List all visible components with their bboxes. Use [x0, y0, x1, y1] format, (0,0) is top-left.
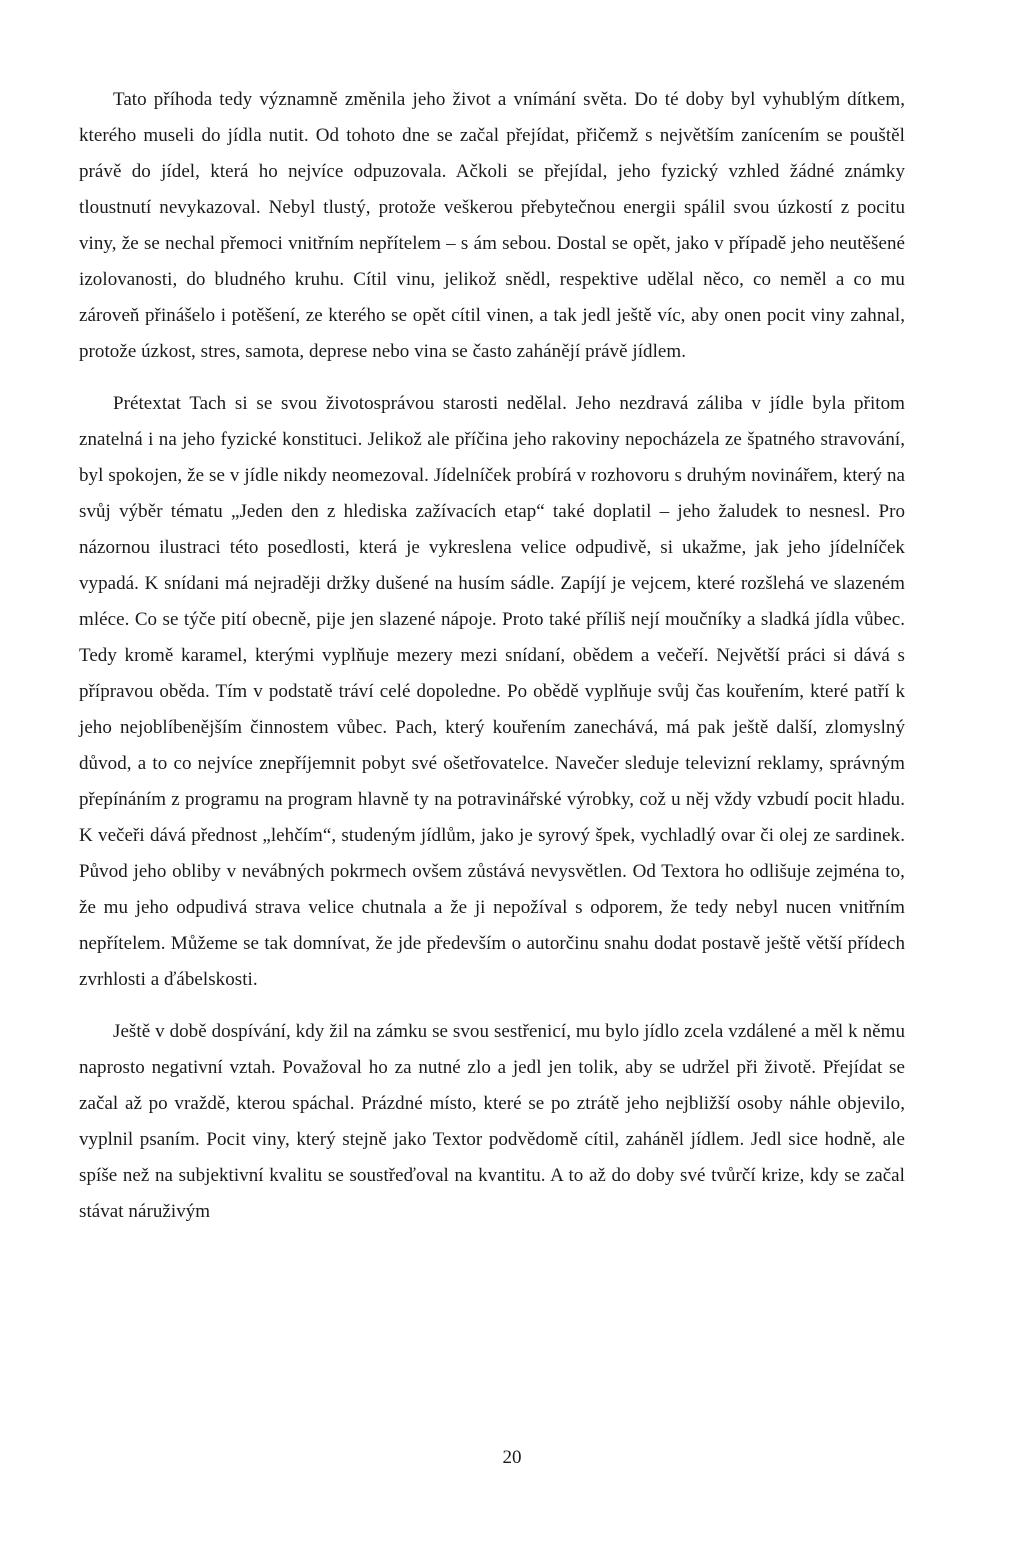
- paragraph-1: Tato příhoda tedy významně změnila jeho život a vnímání světa. Do té doby byl vyhublým dítkem, kterého museli do jídla nutit. Od tohoto dne se začal přejídat, přičemž s největším zanícením se pouštěl právě do jídel, která ho nejvíce odpuzovala. Ačkoli se přejídal, jeho fyzický vzhled žádné známky tloustnutí nevykazoval. Nebyl tlustý, protože veškerou přebytečnou energii spálil svou úzkostí z pocitu viny, že se nechal přemoci vnitřním nepřítelem – s ám sebou. Dostal se opět, jako v případě jeho neutěšené izolovanosti, do bludného kruhu. Cítil vinu, jelikož snědl, respektive udělal něco, co neměl a co mu zároveň přinášelo i potěšení, ze kterého se opět cítil vinen, a tak jedl ještě víc, aby onen pocit viny zahnal, protože úzkost, stres, samota, deprese nebo vina se často zahánějí právě jídlem.: [79, 89, 905, 362]
- paragraph-2: Prétextat Tach si se svou životosprávou starosti nedělal. Jeho nezdravá záliba v jídle byla přitom znatelná i na jeho fyzické konstituci. Jelikož ale příčina jeho rakoviny nepocházela ze špatného stravování, byl spokojen, že se v jídle nikdy neomezoval. Jídelníček probírá v rozhovoru s druhým novinářem, který na svůj výběr tématu „Jeden den z hlediska zažívacích etap“ také doplatil – jeho žaludek to nesnesl. Pro názornou ilustraci této posedlosti, která je vykreslena velice odpudivě, si ukažme, jak jeho jídelníček vypadá. K snídani má nejraději držky dušené na husím sádle. Zapíjí je vejcem, které rozšlehá ve slazeném mléce. Co se týče pití obecně, pije jen slazené nápoje. Proto také příliš nejí moučníky a sladká jídla vůbec. Tedy kromě karamel, kterými vyplňuje mezery mezi snídaní, obědem a večeří. Největší práci si dává s přípravou oběda. Tím v podstatě tráví celé dopoledne. Po obědě vyplňuje svůj čas kouřením, které patří k jeho nejoblíbenějším činnostem vůbec. Pach, který kouřením zanechává, má pak ještě další, zlomyslný důvod, a to co nejvíce znepříjemnit pobyt své ošetřovatelce. Navečer sleduje televizní reklamy, správným přepínáním z programu na program hlavně ty na potravinářské výrobky, což u něj vždy vzbudí pocit hladu. K večeři dává přednost „lehčím“, studeným jídlům, jako je syrový špek, vychladlý ovar či olej ze sardinek. Původ jeho obliby v nevábných pokrmech ovšem zůstává nevysvětlen. Od Textora ho odlišuje zejména to, že mu jeho odpudivá strava velice chutnala a že ji nepožíval s odporem, že tedy nebyl nucen vnitřním nepřítelem. Můžeme se tak domnívat, že jde především o autorčinu snahu dodat postavě ještě větší přídech zvrhlosti a ďábelskosti.: [79, 393, 905, 990]
- paragraph-3: Ještě v době dospívání, kdy žil na zámku se svou sestřenicí, mu bylo jídlo zcela vzdálené a měl k němu naprosto negativní vztah. Považoval ho za nutné zlo a jedl jen tolik, aby se udržel při životě. Přejídat se začal až po vraždě, kterou spáchal. Prázdné místo, které se po ztrátě jeho nejbližší osoby náhle objevilo, vyplnil psaním. Pocit viny, který stejně jako Textor podvědomě cítil, zaháněl jídlem. Jedl sice hodně, ale spíše než na subjektivní kvalitu se soustřeďoval na kvantitu. A to až do doby své tvůrčí krize, kdy se začal stávat náruživým: [79, 1021, 905, 1222]
- page-number: 20: [502, 1447, 522, 1468]
- document-page: [79, 82, 905, 1230]
